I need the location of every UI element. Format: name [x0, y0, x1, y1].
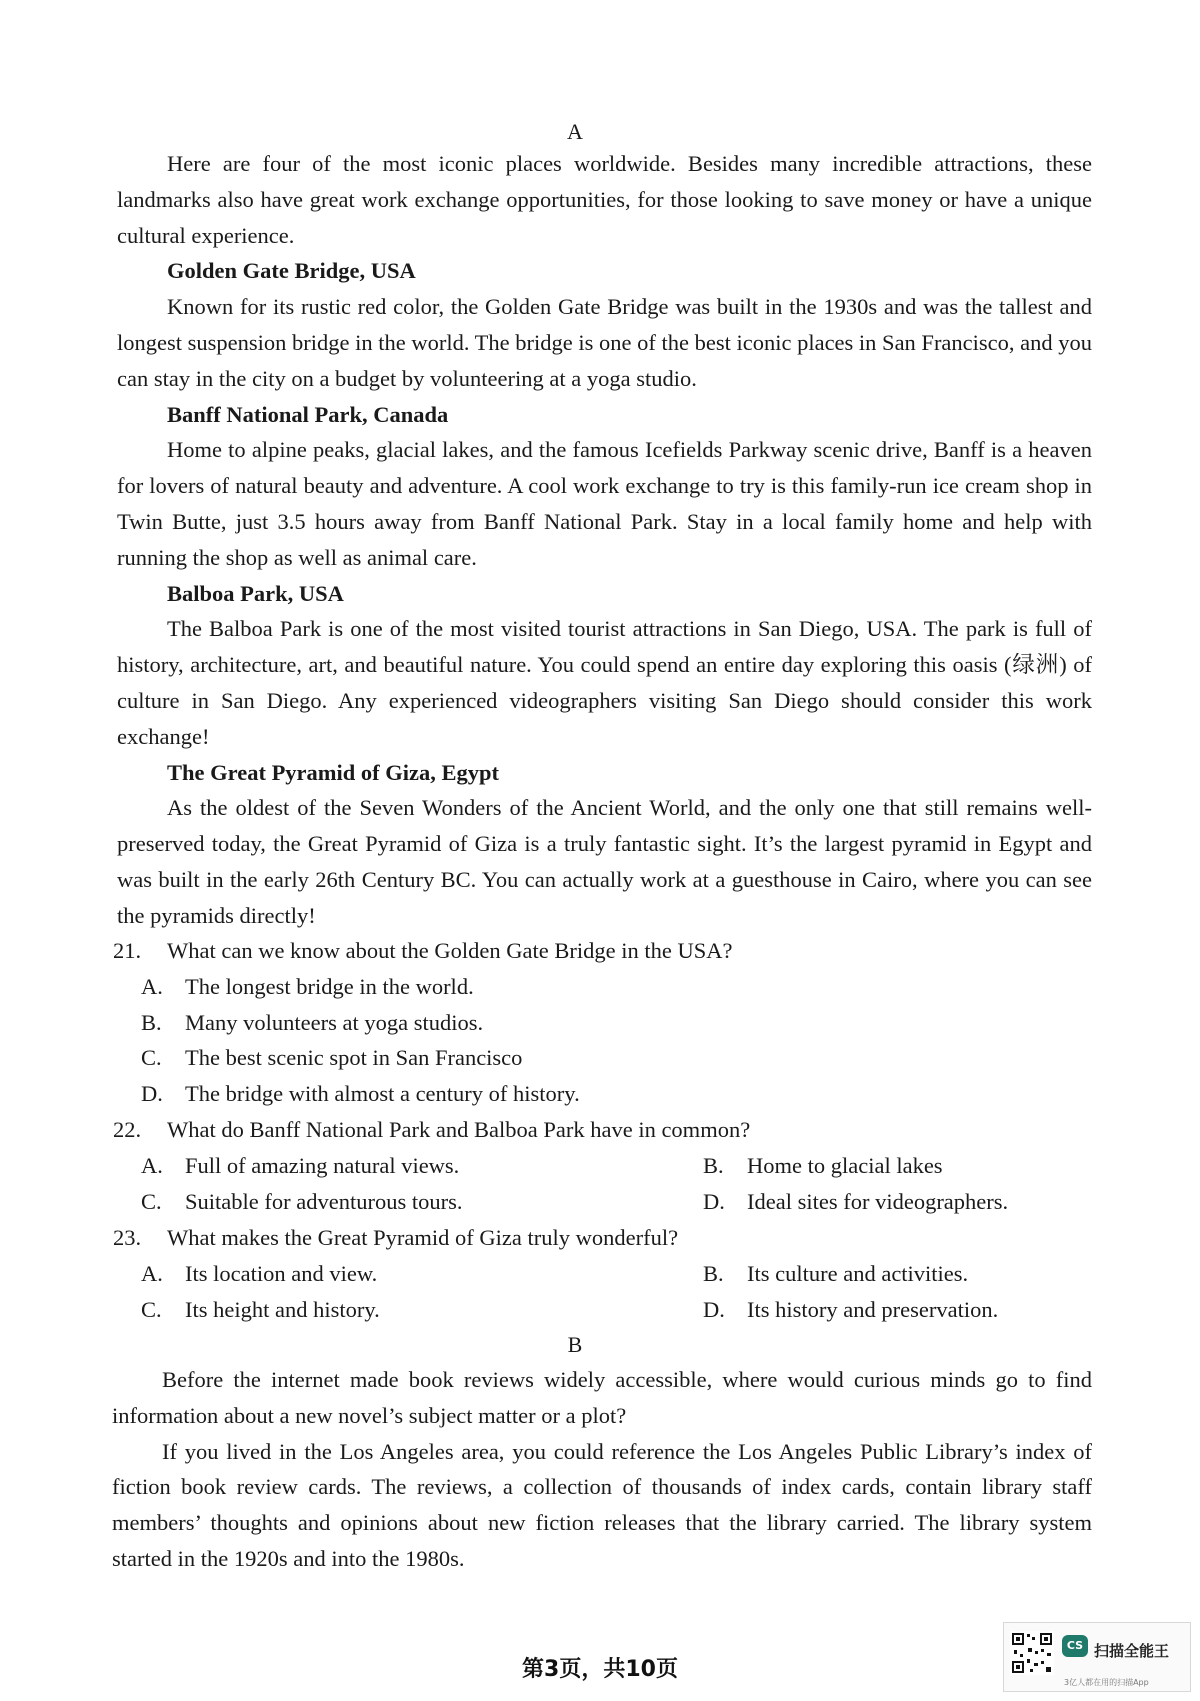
option-c[interactable]: [141, 1040, 522, 1076]
question-text: What do Banff National Park and Balboa Park have in common?: [167, 1117, 751, 1142]
option-c[interactable]: [141, 1184, 703, 1220]
question-number: 22.: [113, 1117, 142, 1142]
option-text: Its history and preservation.: [747, 1296, 999, 1322]
option-a[interactable]: [141, 1256, 703, 1292]
question-text: What makes the Great Pyramid of Giza truly wonderful?: [167, 1225, 679, 1250]
question-21: [113, 933, 1093, 1112]
option-letter: A.: [141, 1260, 163, 1286]
option-b[interactable]: [141, 1005, 483, 1041]
option-d[interactable]: [703, 1184, 1008, 1220]
scanner-app-name: 扫描全能王: [1094, 1642, 1170, 1660]
option-letter: B.: [703, 1152, 724, 1178]
scanner-watermark: [1003, 1622, 1191, 1692]
option-a[interactable]: [141, 1148, 703, 1184]
place-text-giza: As the oldest of the Seven Wonders of the Ancient World, and the only one that still remains well-preserved today, the Great Pyramid of Giza is a truly fantastic sight. It’s the largest pyramid in Egypt and was built in the early 26th Century BC. You can actually work at a guesthouse in Cairo, where you can see the pyramids directly!: [117, 795, 1092, 928]
place-heading-banff: Banff National Park, Canada: [167, 401, 449, 427]
question-stem: [113, 1220, 1093, 1256]
option-text: Home to glacial lakes: [747, 1152, 943, 1178]
place-text-golden-gate: Known for its rustic red color, the Golden Gate Bridge was built in the 1930s and was the tallest and longest suspension bridge in the world. The bridge is one of the best iconic places in San Francisco, and you can stay in the city on a budget by volunteering at a yoga studio.: [117, 294, 1093, 391]
option-letter: A.: [141, 1152, 163, 1178]
question-number: 23.: [113, 1225, 142, 1250]
option-b[interactable]: [703, 1148, 943, 1184]
option-letter: B.: [703, 1260, 724, 1286]
option-letter: B.: [141, 1009, 162, 1035]
question-stem: [113, 1112, 1093, 1148]
question-23: [113, 1220, 1093, 1327]
scanner-tagline: 3亿人都在用的扫描App: [1064, 1678, 1149, 1687]
option-b[interactable]: [703, 1256, 968, 1292]
option-letter: C.: [141, 1296, 162, 1322]
option-text: The longest bridge in the world.: [185, 973, 474, 999]
option-text: Ideal sites for videographers.: [747, 1188, 1009, 1214]
option-a[interactable]: [141, 969, 474, 1005]
section-a-letter: A: [567, 119, 583, 144]
option-c[interactable]: [141, 1292, 703, 1328]
place-heading-balboa: Balboa Park, USA: [167, 580, 344, 606]
option-letter: D.: [703, 1188, 725, 1214]
place-heading-golden-gate: Golden Gate Bridge, USA: [167, 258, 416, 284]
question-text: What can we know about the Golden Gate Bridge in the USA?: [167, 938, 733, 963]
section-b-paragraph: Before the internet made book reviews widely accessible, where would curious minds go to find information about a new novel’s subject matter or a plot?: [112, 1367, 1092, 1428]
section-b-paragraph: If you lived in the Los Angeles area, you could reference the Los Angeles Public Library’s index of fiction book review cards. The reviews, a collection of thousands of index cards, contain library staff members’ thoughts and opinions about new fiction releases that the library carried. The library system started in the 1920s and into the 1980s.: [112, 1438, 1092, 1571]
section-b-letter: B: [567, 1332, 583, 1357]
page-number: 第3页，共10页: [522, 1657, 678, 1682]
camscanner-logo-icon: CS: [1062, 1635, 1088, 1657]
option-letter: A.: [141, 973, 163, 999]
option-text: The best scenic spot in San Francisco: [185, 1045, 523, 1071]
question-22: [113, 1112, 1093, 1219]
option-text: The bridge with almost a century of history.: [185, 1081, 580, 1107]
option-text: Full of amazing natural views.: [185, 1152, 460, 1178]
section-b-passage: [112, 1362, 1092, 1577]
option-letter: C.: [141, 1045, 162, 1071]
option-letter: D.: [703, 1296, 725, 1322]
place-heading-giza: The Great Pyramid of Giza, Egypt: [167, 759, 500, 785]
option-d[interactable]: [703, 1292, 998, 1328]
option-text: Its height and history.: [185, 1296, 380, 1322]
place-text-balboa: The Balboa Park is one of the most visited tourist attractions in San Diego, USA. The park is full of history, architecture, art, and beautiful nature. You could spend an entire day exploring this oasis (绿洲) of culture in San Diego. Any experienced videographers visiting San Diego should consider this work exchange!: [117, 616, 1092, 749]
option-text: Many volunteers at yoga studios.: [185, 1009, 484, 1035]
option-text: Suitable for adventurous tours.: [185, 1188, 463, 1214]
question-stem: [113, 933, 1093, 969]
qr-code-icon: [1010, 1631, 1054, 1675]
question-number: 21.: [113, 938, 142, 963]
option-text: Its location and view.: [185, 1260, 378, 1286]
option-d[interactable]: [141, 1076, 580, 1112]
option-text: Its culture and activities.: [747, 1260, 969, 1286]
option-letter: C.: [141, 1188, 162, 1214]
section-a-passage: [117, 146, 1092, 934]
intro-paragraph: Here are four of the most iconic places worldwide. Besides many incredible attractions, these landmarks also have great work exchange opportunities, for those looking to save money or have a unique cultural experience.: [117, 151, 1092, 248]
option-letter: D.: [141, 1081, 163, 1107]
place-text-banff: Home to alpine peaks, glacial lakes, and the famous Icefields Parkway scenic drive, Banff is a heaven for lovers of natural beauty and adventure. A cool work exchange to try is this family-run ice cream shop in Twin Butte, just 3.5 hours away from Banff National Park. Stay in a local family home and help with running the shop as well as animal care.: [117, 437, 1092, 570]
